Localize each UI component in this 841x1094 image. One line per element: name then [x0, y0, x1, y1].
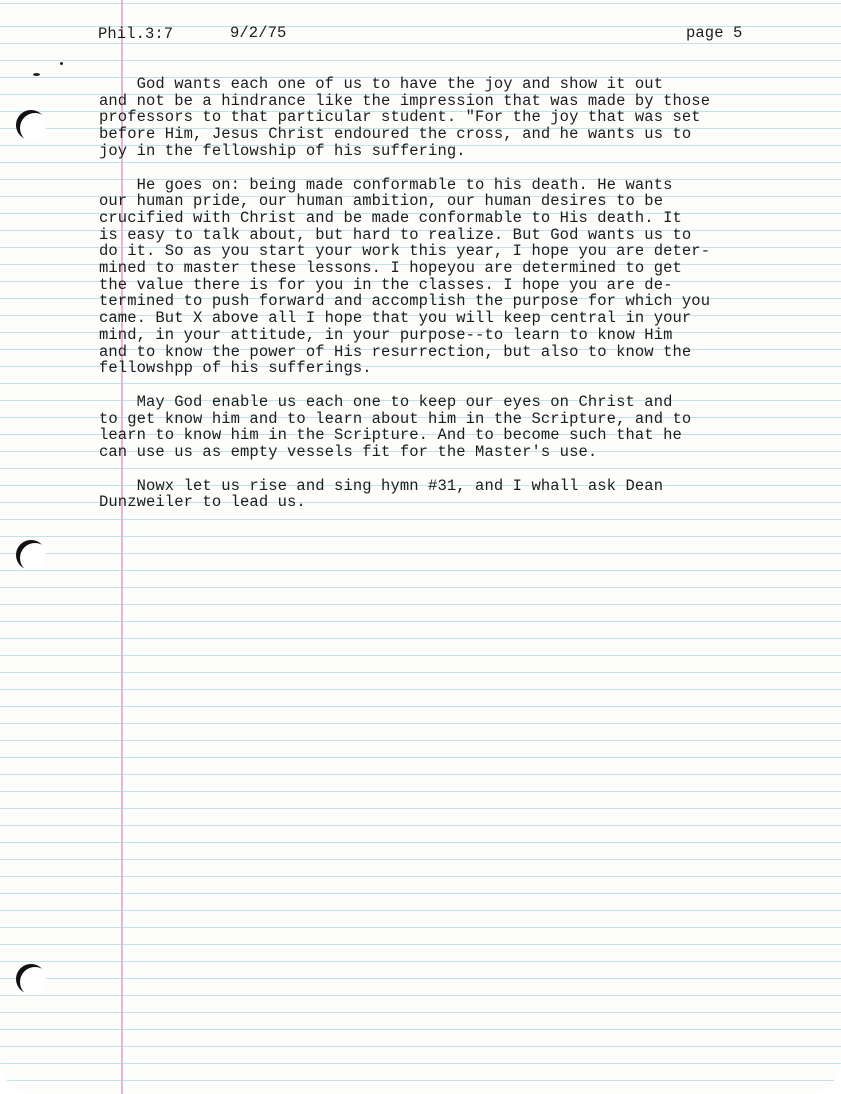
- binder-hole: [16, 110, 46, 140]
- text-line: came. But X above all I hope that you will keep central in your: [99, 309, 692, 328]
- text-line: crucified with Christ and be made conformable to His death. It: [99, 208, 682, 227]
- text-line: can use us as empty vessels fit for the Master's use.: [99, 443, 598, 462]
- text-line: and not be a hindrance like the impression that was made by those: [99, 91, 711, 110]
- scripture-reference: Phil.3:7: [98, 25, 174, 43]
- text-line: mined to master these lessons. I hopeyou are determined to get: [99, 259, 682, 278]
- text-line: professors to that particular student. "For the joy that was set: [99, 108, 701, 127]
- binder-hole: [16, 964, 46, 994]
- text-line: is easy to talk about, but hard to realize. But God wants us to: [99, 225, 692, 244]
- text-line: mind, in your attitude, in your purpose--to learn to know Him: [99, 325, 673, 344]
- text-line: and to know the power of His resurrection, but also to know the: [99, 342, 692, 361]
- text-line: to get know him and to learn about him in the Scripture, and to: [99, 409, 692, 428]
- text-line: God wants each one of us to have the joy and show it out: [99, 75, 664, 93]
- paragraph-1: [99, 76, 799, 160]
- text-line: our human pride, our human ambition, our human desires to be: [99, 192, 664, 211]
- text-line: He goes on: being made conformable to his death. He wants: [99, 175, 673, 194]
- text-line: joy in the fellowship of his suffering.: [99, 141, 466, 160]
- text-line: termined to push forward and accomplish the purpose for which you: [99, 292, 711, 311]
- binder-hole: [16, 540, 46, 570]
- ink-speck: [33, 73, 40, 76]
- ink-speck: [60, 62, 63, 65]
- text-line: Nowx let us rise and sing hymn #31, and I whall ask Dean: [99, 476, 664, 495]
- text-line: before Him, Jesus Christ endoured the cross, and he wants us to: [99, 125, 692, 144]
- text-line: fellowshpp of his sufferings.: [99, 359, 372, 378]
- typed-body: [99, 76, 799, 528]
- paragraph-4: [99, 478, 799, 511]
- text-line: do it. So as you start your work this year, I hope you are deter-: [99, 242, 711, 261]
- paragraph-3: [99, 394, 799, 461]
- text-line: learn to know him in the Scripture. And to become such that he: [99, 426, 682, 445]
- text-line: the value there is for you in the classes. I hope you are de-: [99, 275, 673, 294]
- text-line: Dunzweiler to lead us.: [99, 493, 306, 512]
- page-date: 9/2/75: [230, 24, 287, 42]
- paragraph-2: [99, 177, 799, 377]
- page-number: page 5: [686, 24, 743, 42]
- text-line: May God enable us each one to keep our eyes on Christ and: [99, 392, 673, 411]
